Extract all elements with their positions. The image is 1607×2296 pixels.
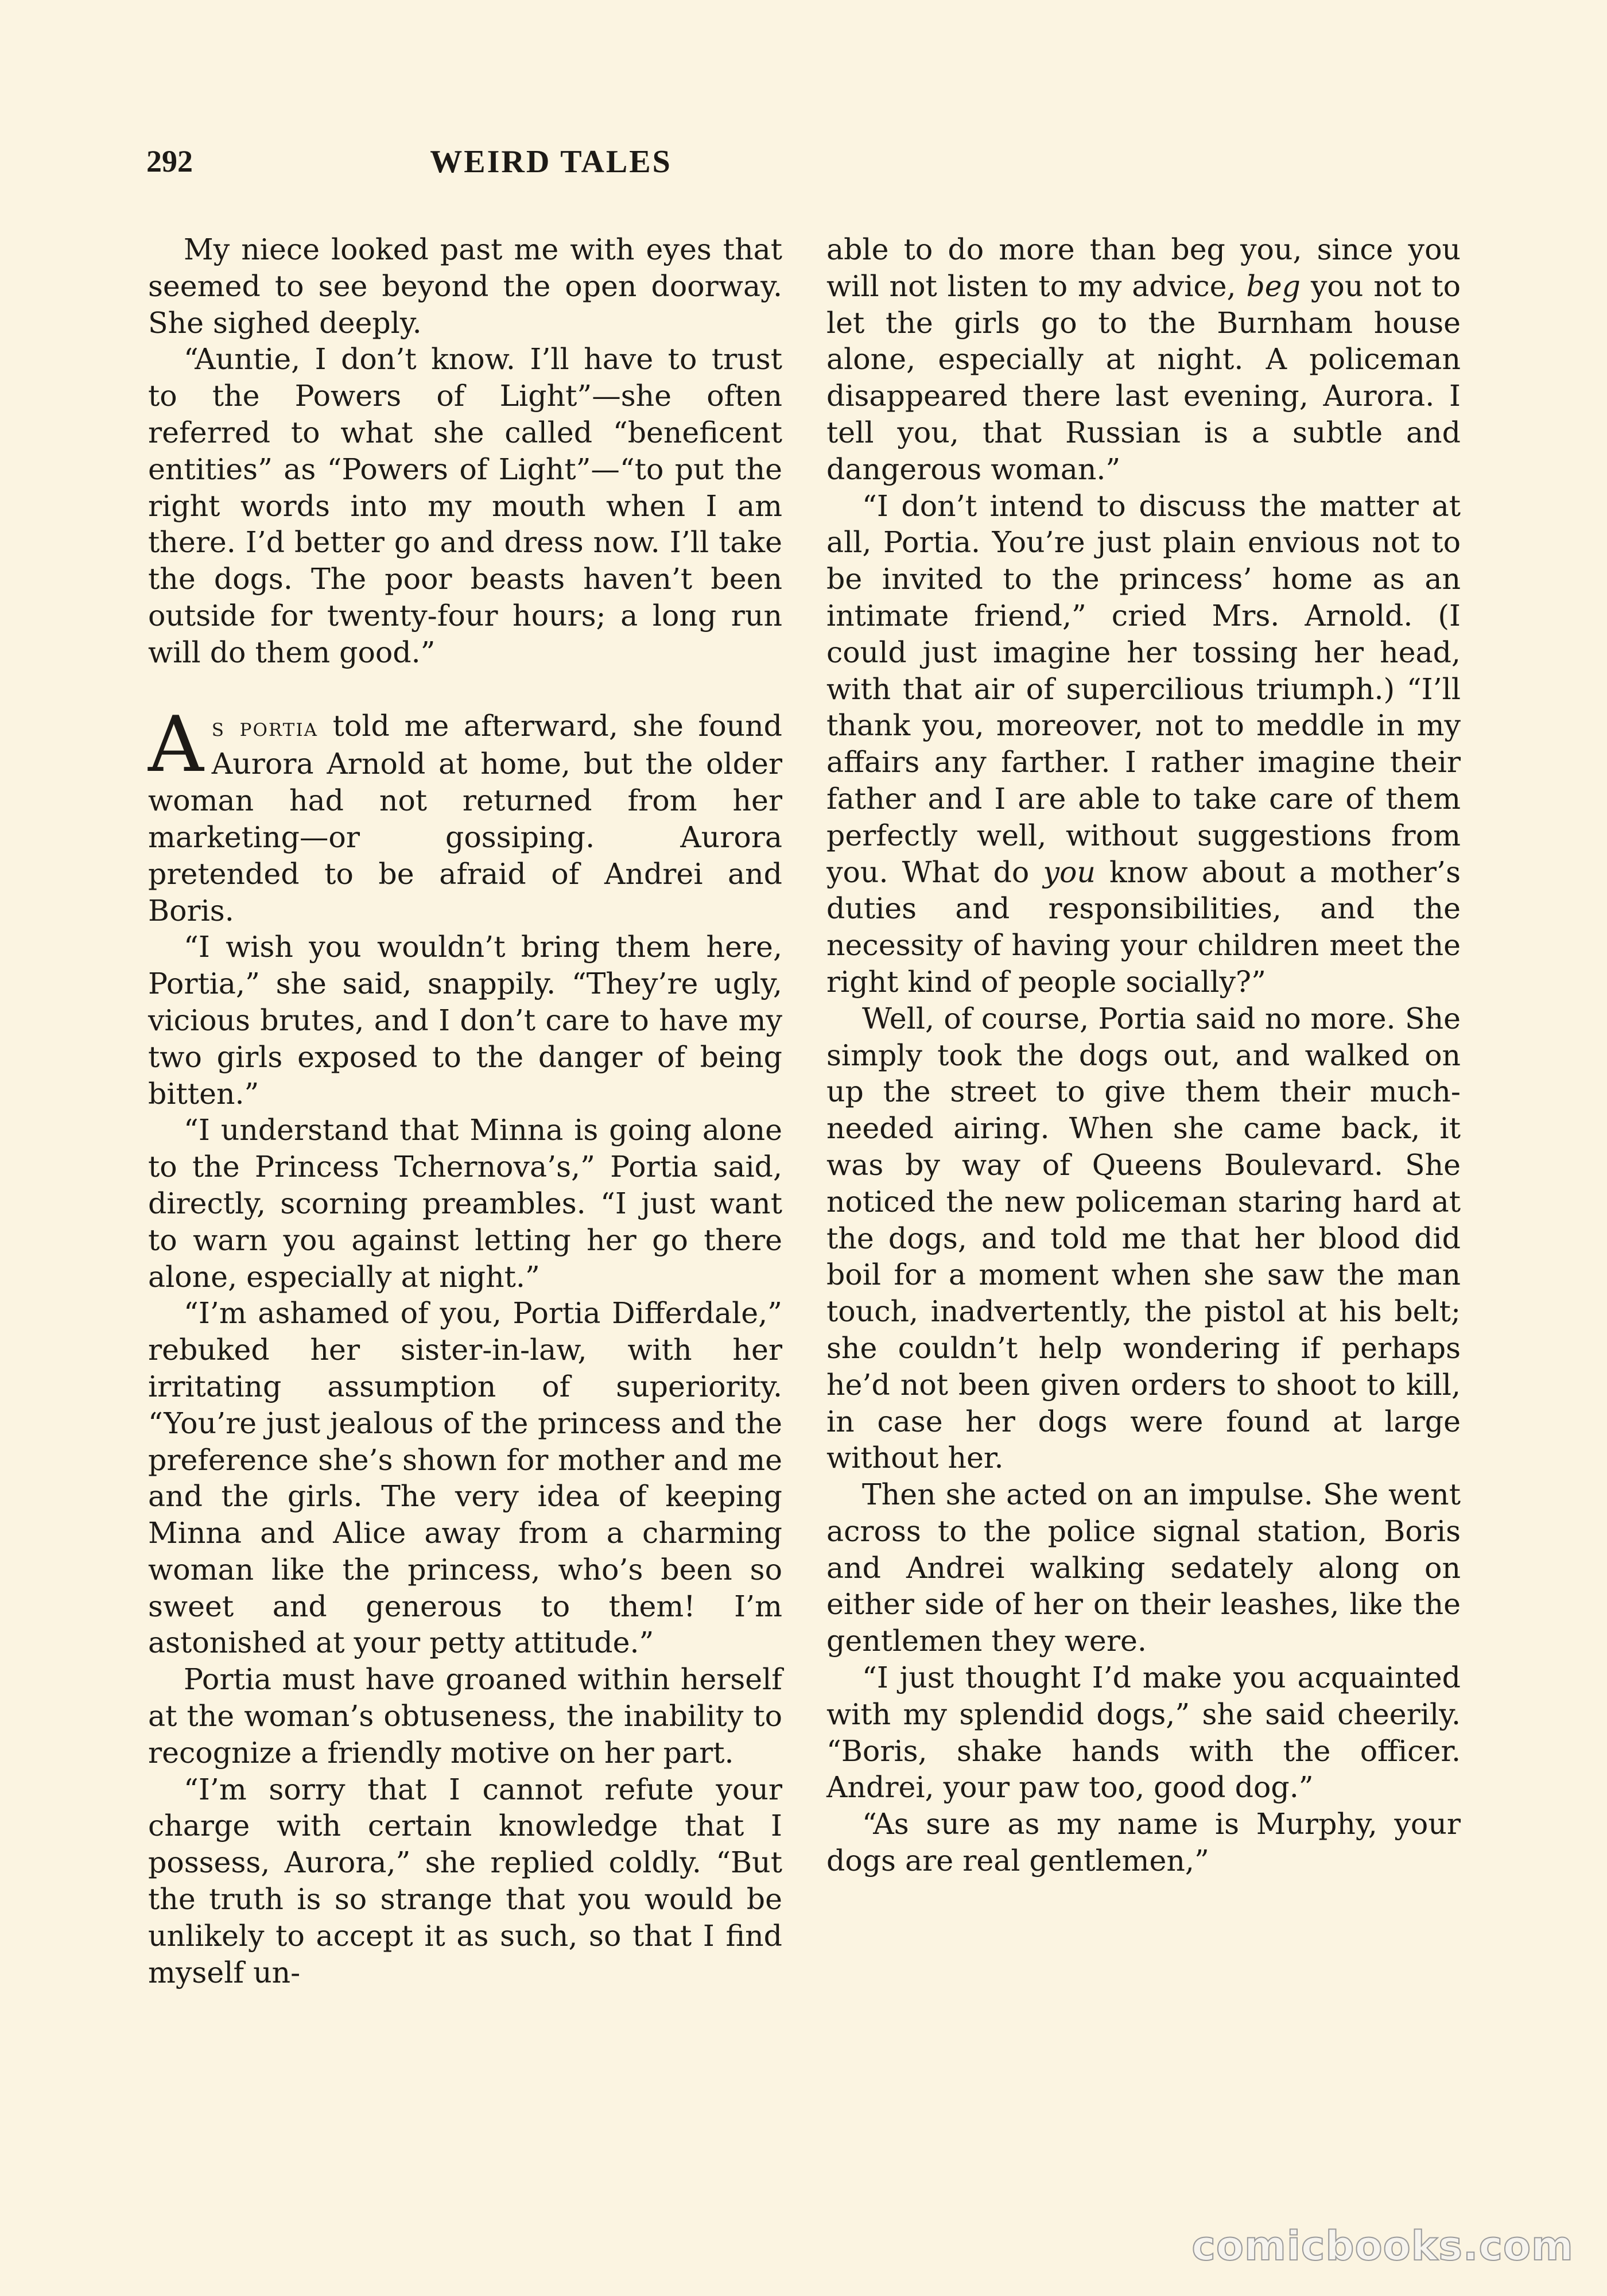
paragraph-text: you not to let the girls go to the Burnham house alone, especially at night. A policeman disappeared there last evening, Aurora. I tell you, that Russian is a subtle and dangerous woman.” bbox=[826, 269, 1461, 486]
paragraph: “Auntie, I don’t know. I’ll have to trust to the Powers of Light”—she often referred to what she called “beneficent entities” as “Powers of Light”—“to put the right words into my mouth when I am there. I’d better go and dress now. I’ll take the dogs. The poor beasts haven’t been outside for twenty-four hours; a long run will do them good.” bbox=[148, 342, 782, 669]
paragraph: “I’m sorry that I cannot refute your charge with certain knowledge that I possess, Aurora,” she replied coldly. “But the truth is so strange that you would be unlikely to accept it as such, so that I find myself un- bbox=[148, 1772, 782, 1989]
paragraph-text: “I don’t intend to discuss the matter at all, Portia. You’re just plain envious not to be invited to the princess’ home as an intimate friend,” cried Mrs. Arnold. (I could just imagine her tossing her head, with that air of supercilious triumph.) “I’ll thank you, moreover, not to meddle in my affairs any farther. I rather imagine their father and I are able to take care of them perfectly well, without suggestions from you. What do bbox=[826, 488, 1461, 889]
paragraph: Portia must have groaned within herself at the woman’s obtuseness, the inability to recognize a friendly motive on her part. bbox=[148, 1662, 782, 1770]
continued-paragraph bbox=[826, 231, 1461, 488]
section-opening-paragraph bbox=[148, 699, 782, 929]
watermark: comicbooks.com bbox=[1191, 2223, 1574, 2270]
emphasis: beg bbox=[1246, 269, 1301, 303]
drop-cap: A bbox=[148, 699, 204, 789]
paragraph-text: able to do more than beg you, since you will not listen to my advice, bbox=[826, 232, 1461, 303]
paragraph: “I just thought I’d make you acquainted with my splendid dogs,” she said cheerily. “Boris, shake hands with the officer. Andrei, your paw too, good dog.” bbox=[826, 1661, 1461, 1805]
small-caps-lead: s portia bbox=[211, 712, 318, 742]
paragraph: “I’m ashamed of you, Portia Differdale,” rebuked her sister-in-law, with her irritating assumption of superiority. “You’re just jealous of the princess and the preference she’s shown for mother and me and the girls. The very idea of keeping Minna and Alice away from a charming woman like the princess, who’s been so sweet and generous to them! I’m astonished at your petty attitude.” bbox=[148, 1296, 782, 1660]
page-header bbox=[146, 144, 956, 184]
paragraph-text: know about a mother’s duties and responsibilities, and the necessity of having your children meet the right kind of people socially?” bbox=[826, 855, 1461, 999]
right-column bbox=[826, 231, 1461, 1879]
page-number: 292 bbox=[146, 144, 193, 179]
paragraph: My niece looked past me with eyes that seemed to see beyond the open doorway. She sighed deeply. bbox=[148, 232, 782, 340]
paragraph: “As sure as my name is Murphy, your dogs are real gentlemen,” bbox=[826, 1807, 1461, 1878]
running-title: WEIRD TALES bbox=[430, 144, 672, 180]
paragraph bbox=[826, 488, 1461, 1000]
emphasis: you bbox=[1043, 855, 1096, 889]
paragraph: “I understand that Minna is going alone to the Princess Tchernova’s,” Portia said, directly, scorning preambles. “I just want to warn you against letting her go there alone, especially at night.” bbox=[148, 1113, 782, 1294]
paragraph: Well, of course, Portia said no more. She simply took the dogs out, and walked on up the street to give them their much-needed airing. When she came back, it was by way of Queens Boulevard. She noticed the new policeman staring hard at the dogs, and told me that her blood did boil for a moment when she saw the man touch, inadvertently, the pistol at his belt; she couldn’t help wondering if perhaps he’d not been given orders to shoot to kill, in case her dogs were found at large without her. bbox=[826, 1001, 1461, 1475]
paragraph-text: told me afterward, she found Aurora Arnold at home, but the older woman had not returned from her marketing—or gossiping. Aurora pretended to be afraid of Andrei and Boris. bbox=[148, 708, 782, 928]
left-column bbox=[148, 231, 782, 1991]
paragraph: Then she acted on an impulse. She went across to the police signal station, Boris and Andrei walking sedately along on either side of her on their leashes, like the gentlemen they were. bbox=[826, 1477, 1461, 1658]
paragraph: “I wish you wouldn’t bring them here, Portia,” she said, snappily. “They’re ugly, vicious brutes, and I don’t care to have my two girls exposed to the danger of being bitten.” bbox=[148, 930, 782, 1111]
